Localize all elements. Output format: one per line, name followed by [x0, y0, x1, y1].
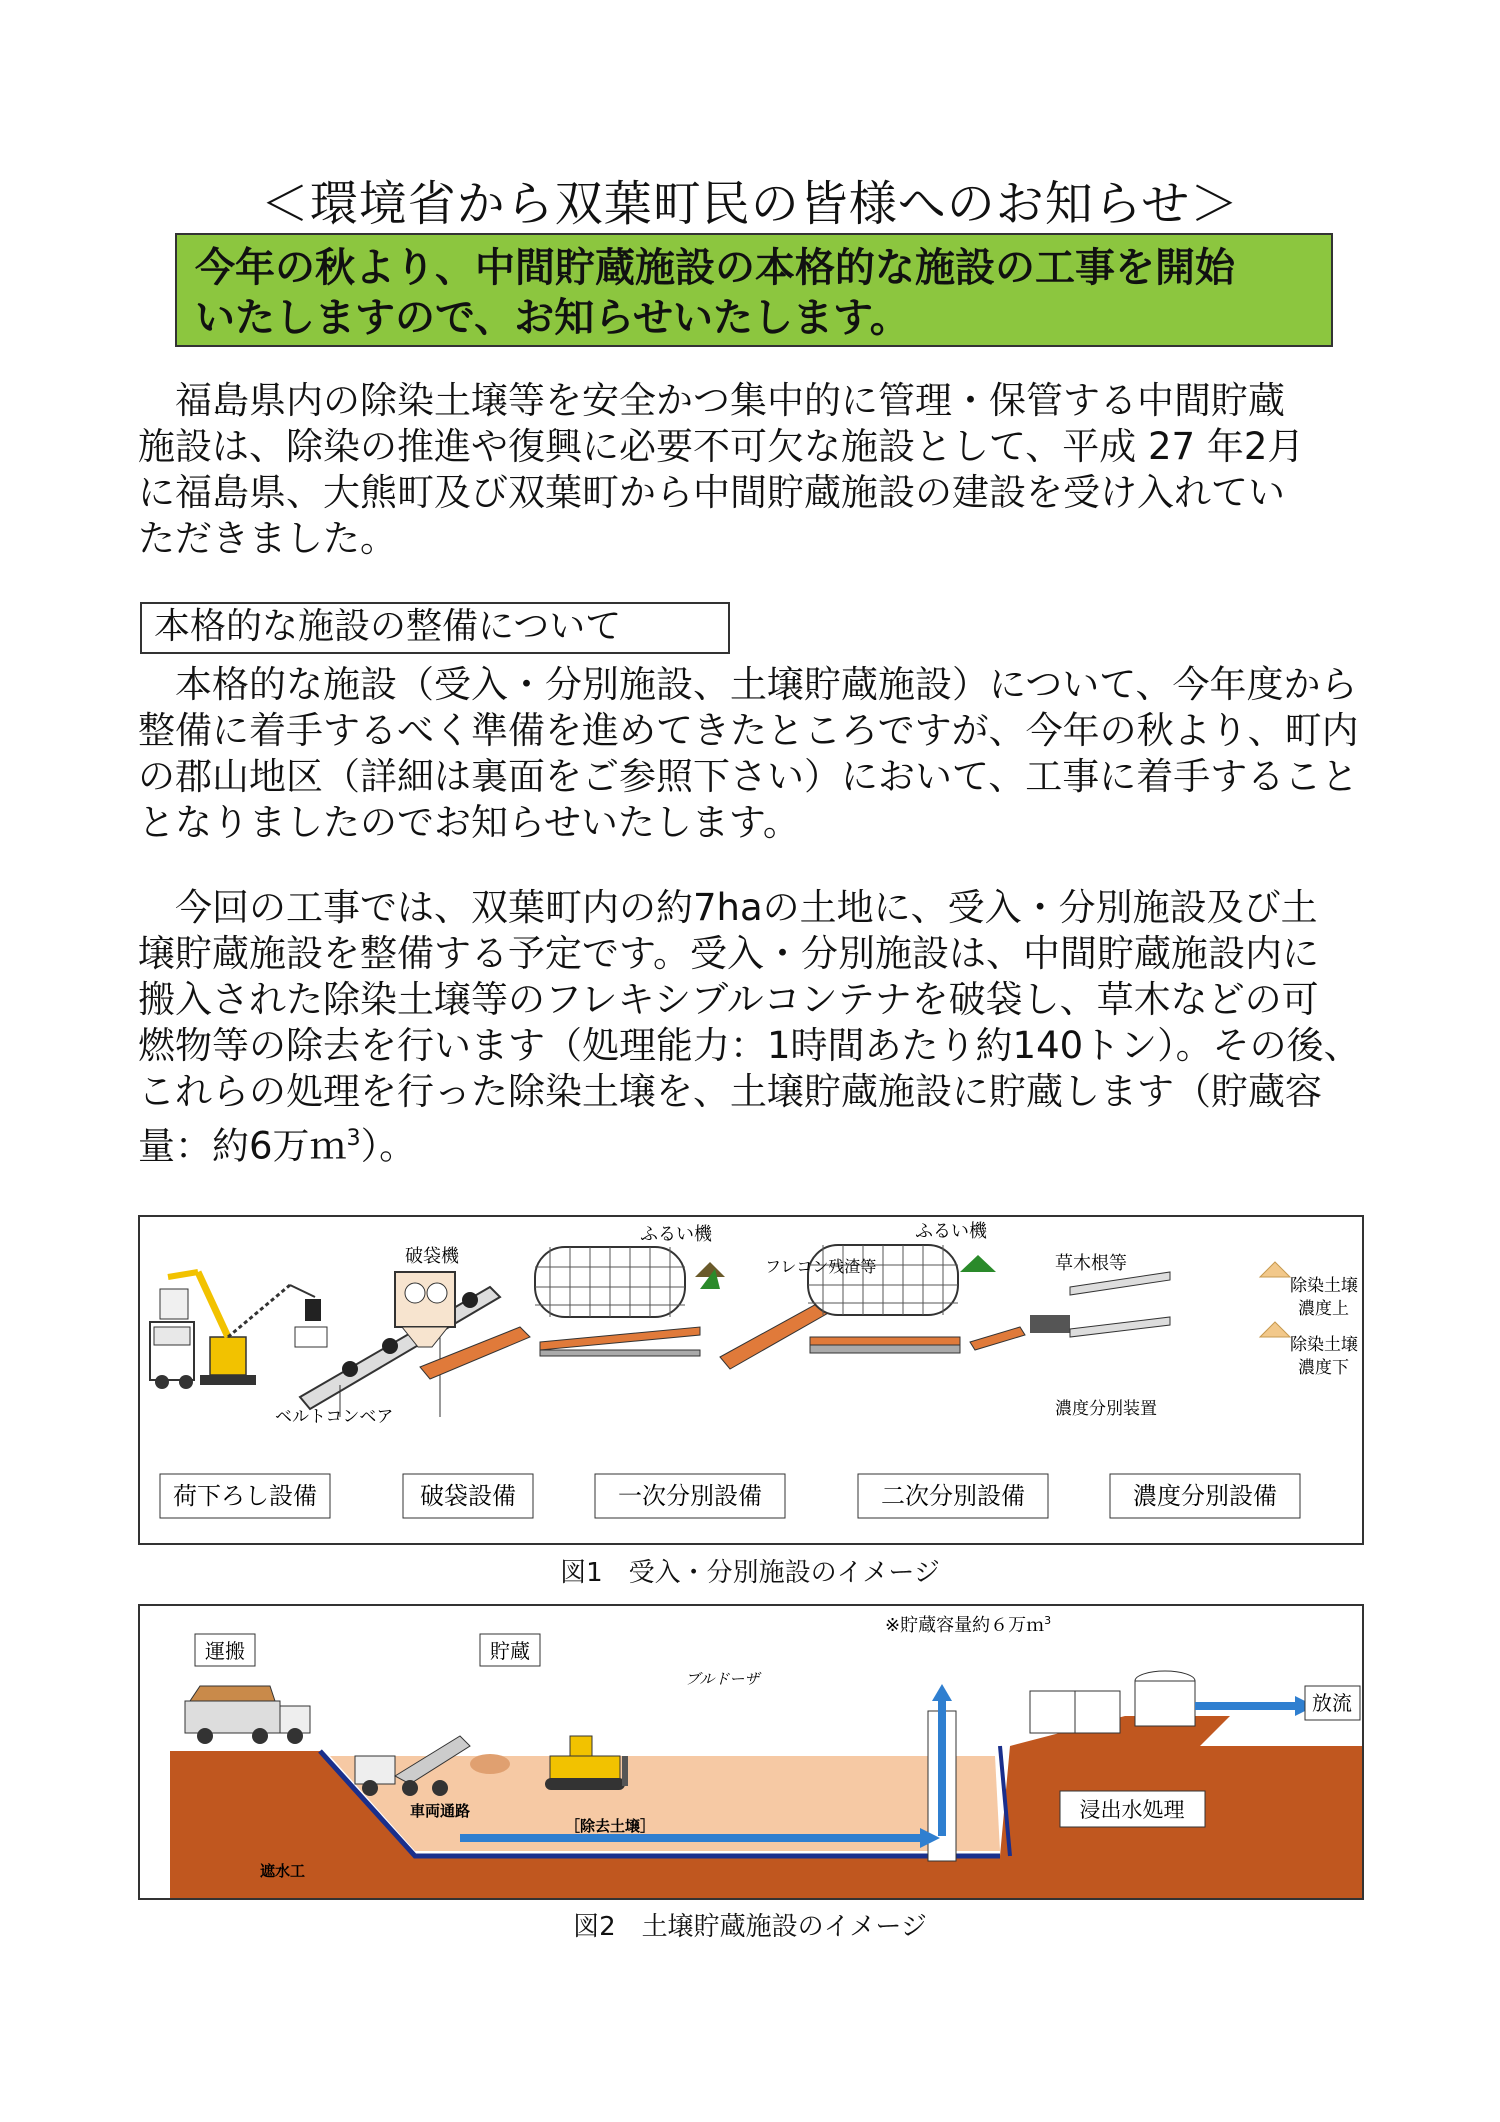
- bag-breaking-box-label: 破袋設備: [420, 1482, 516, 1510]
- bag-breaker-label: 破袋機: [405, 1246, 459, 1267]
- storage-label: 貯蔵: [490, 1639, 530, 1663]
- flecon-residue-label: フレコン残渣等: [765, 1257, 877, 1276]
- bulldozer-label: ブルドーザ: [685, 1670, 760, 1688]
- construction-paragraph: [138, 885, 1363, 1169]
- screen-2-label: ふるい機: [915, 1221, 987, 1242]
- concentration-box-label: 濃度分別設備: [1133, 1482, 1277, 1510]
- sorter-label: 濃度分別装置: [1055, 1399, 1157, 1419]
- figure-2-caption: 図2 土壌貯蔵施設のイメージ: [573, 1912, 927, 1942]
- closing-paren: ）。: [360, 1124, 417, 1168]
- transport-truck-icon: [185, 1686, 310, 1744]
- facility-line: の郡山地区（詳細は裏面をご参照下さい）において、工事に着手すること: [138, 755, 1359, 798]
- discharge-label: 放流: [1312, 1691, 1352, 1715]
- transport-label: 運搬: [205, 1639, 245, 1663]
- intro-line: 施設は、除染の推進や復興に必要不可欠な施設として、平成 27 年2月: [138, 425, 1305, 468]
- intro-line: ただきました。: [138, 517, 397, 560]
- construction-line: 燃物等の除去を行います（処理能力：1時間あたり約140トン）。その後、: [138, 1024, 1361, 1067]
- intro-line: に福島県、大熊町及び双葉町から中間貯蔵施設の建設を受け入れてい: [138, 471, 1285, 514]
- banner-line-2: いたしますので、お知らせいたします。: [195, 295, 910, 341]
- water-barrier-label: 遮水工: [260, 1862, 306, 1880]
- intro-paragraph: [138, 378, 1363, 562]
- screen-1-label: ふるい機: [640, 1224, 712, 1245]
- facility-paragraph: [138, 662, 1363, 846]
- announcement-banner: [175, 233, 1333, 347]
- figure-1-diagram: [140, 1217, 1362, 1543]
- capacity-sup: 3: [1044, 1614, 1052, 1627]
- screen-1-icon: [535, 1247, 725, 1317]
- leachate-plant-icon: [1010, 1671, 1315, 1746]
- construction-line: 今回の工事では、双葉町内の約7haの土地に、受入・分別施設及び土: [138, 886, 1318, 929]
- construction-line: 壌貯蔵施設を整備する予定です。受入・分別施設は、中間貯蔵施設内に: [138, 932, 1320, 975]
- secondary-sorting-box-label: 二次分別設備: [881, 1482, 1025, 1510]
- belt-conveyor-label: ベルトコンベア: [275, 1407, 394, 1427]
- screen-2-icon: [808, 1245, 996, 1315]
- removed-soil-label: ［除去土壌］: [565, 1817, 656, 1835]
- page-title: ＜環境省から双葉町民の皆様へのお知らせ＞: [260, 176, 1240, 232]
- soil-high-label-a: 除染土壌: [1290, 1276, 1358, 1296]
- facility-line: 本格的な施設（受入・分別施設、土壌貯蔵施設）について、今年度から: [138, 663, 1358, 706]
- intro-line: 福島県内の除染土壌等を安全かつ集中的に管理・保管する中間貯蔵: [138, 379, 1285, 422]
- facility-line: 整備に着手するべく準備を進めてきたところですが、今年の秋より、町内: [138, 709, 1359, 752]
- equipment-boxes: [160, 1474, 1300, 1518]
- figure-1-frame: [138, 1215, 1364, 1545]
- bulldozer-icon: [545, 1736, 628, 1790]
- soil-high-label-b: 濃度上: [1298, 1299, 1349, 1319]
- facility-line: となりましたのでお知らせいたします。: [138, 801, 800, 844]
- construction-line: 搬入された除染土壌等のフレキシブルコンテナを破袋し、草木などの可: [138, 978, 1319, 1021]
- dump-truck-icon: [150, 1289, 194, 1389]
- capacity-text: ※貯蔵容量約６万ｍ: [885, 1615, 1045, 1636]
- primary-sorting-box-label: 一次分別設備: [618, 1482, 762, 1510]
- soil-low-label-b: 濃度下: [1298, 1358, 1349, 1378]
- banner-line-1: 今年の秋より、中間貯蔵施設の本格的な施設の工事を開始: [195, 245, 1235, 291]
- construction-line: これらの処理を行った除染土壌を、土壌貯蔵施設に貯蔵します（貯蔵容: [138, 1070, 1322, 1113]
- capacity-text: 量：約6万ｍ: [138, 1124, 347, 1168]
- plant-roots-label: 草木根等: [1055, 1253, 1127, 1274]
- capacity-label: [885, 1614, 1051, 1636]
- figure-1-caption: 図1 受入・分別施設のイメージ: [560, 1558, 940, 1588]
- figure-2-diagram: [140, 1606, 1362, 1898]
- figure-2-frame: [138, 1604, 1364, 1900]
- leachate-label: 浸出水処理: [1079, 1798, 1185, 1822]
- vehicle-road-label: 車両通路: [410, 1802, 471, 1820]
- unloading-box-label: 荷下ろし設備: [173, 1482, 317, 1510]
- cubic-sup: 3: [346, 1125, 361, 1151]
- section-heading: 本格的な施設の整備について: [140, 602, 730, 654]
- construction-line-last: [138, 1115, 1363, 1169]
- soil-low-label-a: 除染土壌: [1290, 1335, 1358, 1355]
